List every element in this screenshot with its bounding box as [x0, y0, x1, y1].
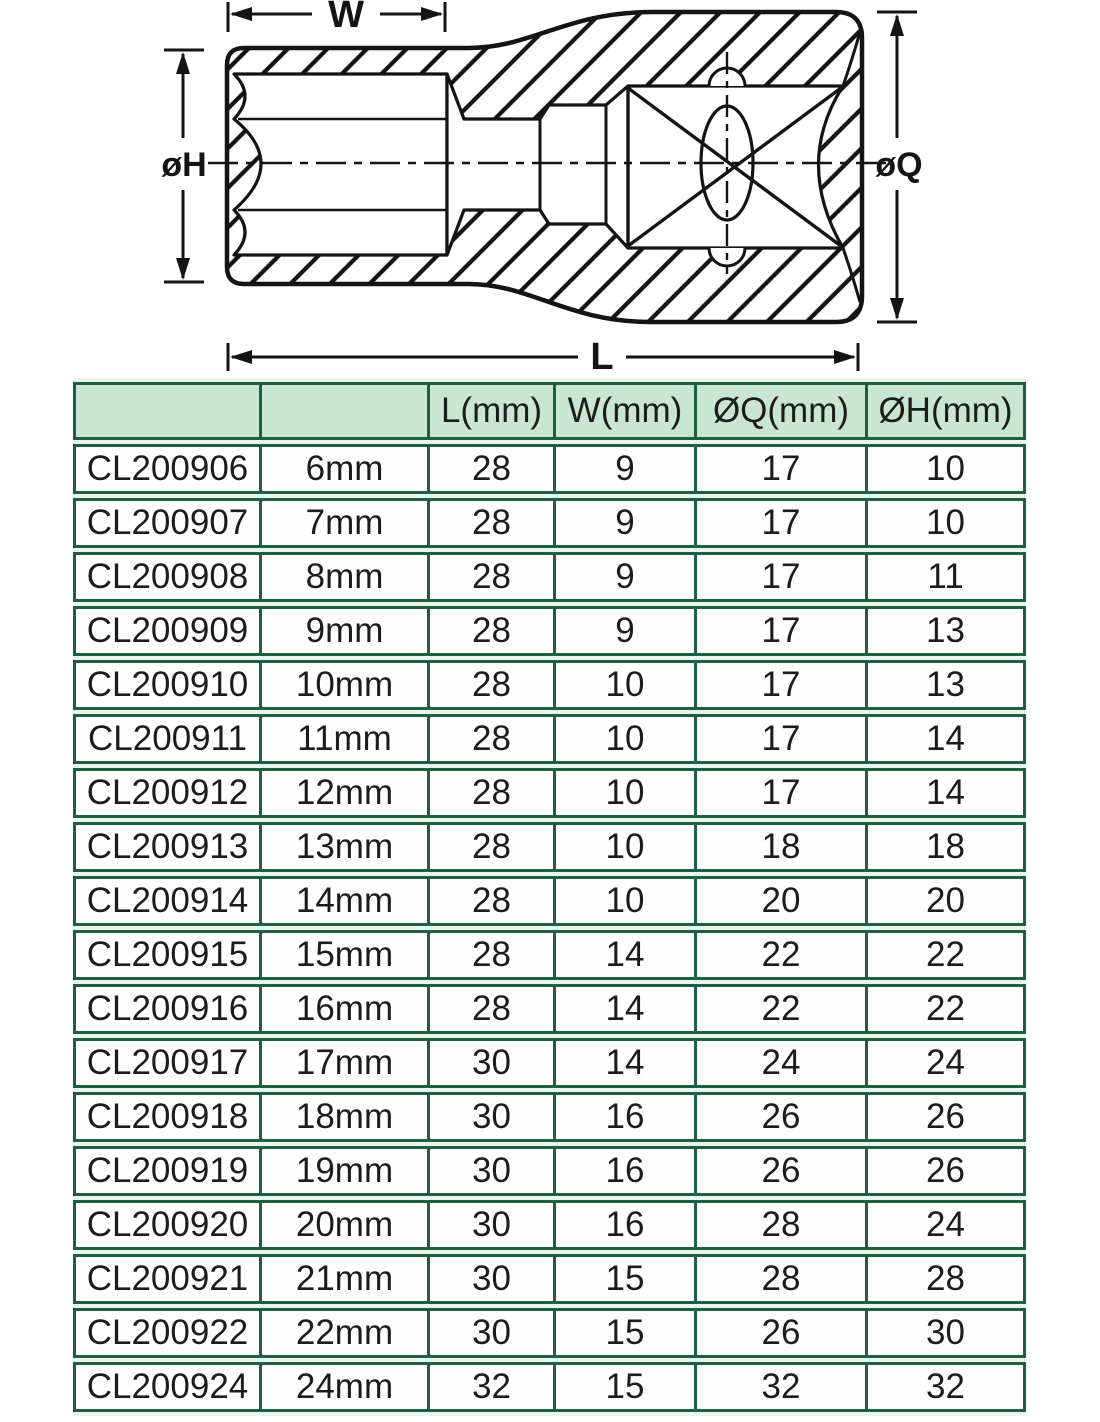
- cell-l-mm: 28: [430, 984, 556, 1034]
- q-arrow-top: [890, 14, 904, 36]
- table-row: [73, 498, 1026, 548]
- cell-w-mm: 10: [556, 660, 697, 710]
- cell-part-code: CL200908: [73, 552, 262, 602]
- w-arrow-left: [230, 7, 252, 21]
- cell-l-mm: 30: [430, 1254, 556, 1304]
- header-cell-size: [262, 382, 430, 440]
- cell-h-mm: 10: [868, 498, 1026, 548]
- l-arrow-right: [834, 350, 856, 364]
- cell-part-code: CL200924: [73, 1362, 262, 1412]
- cell-h-mm: 24: [868, 1038, 1026, 1088]
- table-row: [73, 1362, 1026, 1412]
- cell-q-mm: 26: [697, 1146, 868, 1196]
- cell-w-mm: 15: [556, 1308, 697, 1358]
- cell-l-mm: 28: [430, 552, 556, 602]
- cell-h-mm: 13: [868, 660, 1026, 710]
- w-arrow-right: [421, 7, 443, 21]
- cell-h-mm: 22: [868, 930, 1026, 980]
- cell-h-mm: 26: [868, 1146, 1026, 1196]
- cell-q-mm: 22: [697, 930, 868, 980]
- dim-label-l: L: [590, 336, 614, 378]
- cell-size: 6mm: [262, 444, 430, 494]
- spec-table-header: [73, 382, 1026, 440]
- cell-w-mm: 15: [556, 1362, 697, 1412]
- table-row: [73, 768, 1026, 818]
- cell-w-mm: 14: [556, 984, 697, 1034]
- cell-w-mm: 9: [556, 552, 697, 602]
- cell-size: 8mm: [262, 552, 430, 602]
- cell-l-mm: 32: [430, 1362, 556, 1412]
- cell-l-mm: 28: [430, 714, 556, 764]
- cell-w-mm: 16: [556, 1200, 697, 1250]
- cell-l-mm: 28: [430, 768, 556, 818]
- cell-l-mm: 30: [430, 1200, 556, 1250]
- cell-l-mm: 28: [430, 822, 556, 872]
- cell-size: 17mm: [262, 1038, 430, 1088]
- table-row: [73, 984, 1026, 1034]
- cell-q-mm: 18: [697, 822, 868, 872]
- cell-h-mm: 10: [868, 444, 1026, 494]
- cell-part-code: CL200907: [73, 498, 262, 548]
- cell-size: 15mm: [262, 930, 430, 980]
- cell-l-mm: 30: [430, 1308, 556, 1358]
- header-cell-h: ØH(mm): [868, 382, 1026, 440]
- cell-part-code: CL200920: [73, 1200, 262, 1250]
- cell-q-mm: 17: [697, 498, 868, 548]
- cell-l-mm: 30: [430, 1146, 556, 1196]
- cell-w-mm: 14: [556, 930, 697, 980]
- cell-q-mm: 17: [697, 552, 868, 602]
- cell-w-mm: 14: [556, 1038, 697, 1088]
- cell-part-code: CL200918: [73, 1092, 262, 1142]
- table-row: [73, 1092, 1026, 1142]
- cell-w-mm: 9: [556, 498, 697, 548]
- cell-h-mm: 13: [868, 606, 1026, 656]
- dim-label-q: øQ: [875, 146, 923, 184]
- cell-h-mm: 14: [868, 714, 1026, 764]
- cell-part-code: CL200917: [73, 1038, 262, 1088]
- q-arrow-bottom: [890, 298, 904, 320]
- spec-table-body: [73, 444, 1026, 1412]
- cell-w-mm: 9: [556, 606, 697, 656]
- table-row: [73, 660, 1026, 710]
- cell-w-mm: 16: [556, 1146, 697, 1196]
- cell-size: 20mm: [262, 1200, 430, 1250]
- cell-h-mm: 20: [868, 876, 1026, 926]
- cell-part-code: CL200906: [73, 444, 262, 494]
- cell-size: 13mm: [262, 822, 430, 872]
- cell-q-mm: 26: [697, 1092, 868, 1142]
- table-row: [73, 1038, 1026, 1088]
- cell-w-mm: 16: [556, 1092, 697, 1142]
- cell-size: 24mm: [262, 1362, 430, 1412]
- cell-l-mm: 28: [430, 498, 556, 548]
- h-arrow-top: [176, 52, 190, 74]
- cell-h-mm: 18: [868, 822, 1026, 872]
- cell-w-mm: 10: [556, 822, 697, 872]
- cell-l-mm: 30: [430, 1092, 556, 1142]
- cell-part-code: CL200915: [73, 930, 262, 980]
- table-row: [73, 1146, 1026, 1196]
- cell-q-mm: 17: [697, 660, 868, 710]
- cell-size: 19mm: [262, 1146, 430, 1196]
- header-cell-l: L(mm): [430, 382, 556, 440]
- cell-w-mm: 10: [556, 876, 697, 926]
- table-row: [73, 606, 1026, 656]
- table-row: [73, 444, 1026, 494]
- cell-q-mm: 22: [697, 984, 868, 1034]
- cell-size: 10mm: [262, 660, 430, 710]
- cell-part-code: CL200910: [73, 660, 262, 710]
- h-arrow-bottom: [176, 258, 190, 280]
- cell-q-mm: 17: [697, 606, 868, 656]
- table-row: [73, 552, 1026, 602]
- dim-label-w: W: [328, 0, 364, 36]
- cell-size: 12mm: [262, 768, 430, 818]
- cell-size: 22mm: [262, 1308, 430, 1358]
- header-cell-w: W(mm): [556, 382, 697, 440]
- cell-h-mm: 11: [868, 552, 1026, 602]
- l-arrow-left: [230, 350, 252, 364]
- cell-part-code: CL200912: [73, 768, 262, 818]
- cell-q-mm: 17: [697, 714, 868, 764]
- cell-h-mm: 22: [868, 984, 1026, 1034]
- header-row: [73, 382, 1026, 440]
- cell-part-code: CL200921: [73, 1254, 262, 1304]
- cell-part-code: CL200919: [73, 1146, 262, 1196]
- cell-w-mm: 10: [556, 714, 697, 764]
- table-row: [73, 714, 1026, 764]
- cell-q-mm: 28: [697, 1200, 868, 1250]
- cell-q-mm: 20: [697, 876, 868, 926]
- cell-h-mm: 14: [868, 768, 1026, 818]
- cell-part-code: CL200909: [73, 606, 262, 656]
- cell-l-mm: 28: [430, 930, 556, 980]
- cell-w-mm: 9: [556, 444, 697, 494]
- dim-label-h: øH: [161, 146, 207, 184]
- cell-l-mm: 28: [430, 876, 556, 926]
- cell-q-mm: 17: [697, 768, 868, 818]
- cell-h-mm: 30: [868, 1308, 1026, 1358]
- cell-size: 11mm: [262, 714, 430, 764]
- table-row: [73, 1200, 1026, 1250]
- cell-w-mm: 15: [556, 1254, 697, 1304]
- table-row: [73, 930, 1026, 980]
- cell-part-code: CL200913: [73, 822, 262, 872]
- cell-part-code: CL200911: [73, 714, 262, 764]
- hex-bore: [234, 74, 447, 255]
- table-row: [73, 876, 1026, 926]
- cell-size: 9mm: [262, 606, 430, 656]
- cell-part-code: CL200922: [73, 1308, 262, 1358]
- cell-q-mm: 28: [697, 1254, 868, 1304]
- cell-l-mm: 28: [430, 444, 556, 494]
- cell-size: 14mm: [262, 876, 430, 926]
- cell-size: 7mm: [262, 498, 430, 548]
- cell-h-mm: 24: [868, 1200, 1026, 1250]
- cell-w-mm: 10: [556, 768, 697, 818]
- cell-q-mm: 26: [697, 1308, 868, 1358]
- table-row: [73, 1308, 1026, 1358]
- table-row: [73, 1254, 1026, 1304]
- cell-part-code: CL200916: [73, 984, 262, 1034]
- cell-size: 18mm: [262, 1092, 430, 1142]
- cell-q-mm: 17: [697, 444, 868, 494]
- cell-l-mm: 28: [430, 606, 556, 656]
- diagram-area: [0, 0, 1100, 378]
- cell-part-code: CL200914: [73, 876, 262, 926]
- header-cell-q: ØQ(mm): [697, 382, 868, 440]
- cell-h-mm: 28: [868, 1254, 1026, 1304]
- socket-cross-section-diagram: [0, 0, 1100, 378]
- cell-h-mm: 32: [868, 1362, 1026, 1412]
- header-cell-code: [73, 382, 262, 440]
- spec-table: [73, 378, 1026, 1416]
- cell-size: 21mm: [262, 1254, 430, 1304]
- dimension-l: [228, 343, 858, 371]
- cell-q-mm: 24: [697, 1038, 868, 1088]
- cell-l-mm: 30: [430, 1038, 556, 1088]
- cell-size: 16mm: [262, 984, 430, 1034]
- cell-q-mm: 32: [697, 1362, 868, 1412]
- cell-l-mm: 28: [430, 660, 556, 710]
- table-row: [73, 822, 1026, 872]
- cell-h-mm: 26: [868, 1092, 1026, 1142]
